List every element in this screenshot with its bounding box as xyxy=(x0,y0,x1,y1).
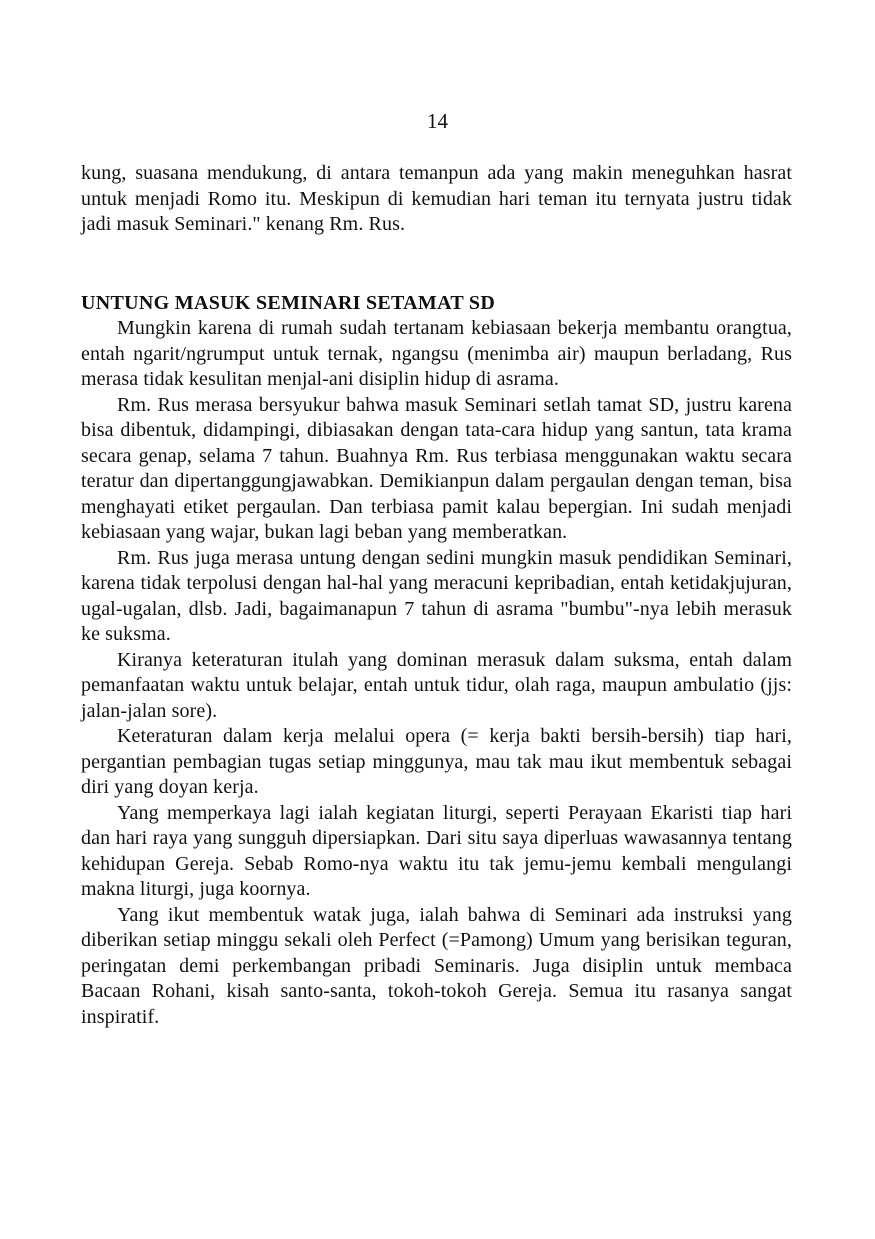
body-paragraph: Yang memperkaya lagi ialah kegiatan liturgi, seperti Perayaan Ekaristi tiap hari dan hari raya yang sungguh dipersiapkan. Dari situ saya diperluas wawasannya tentang kehidupan Gereja. Sebab Romo-nya waktu itu tak jemu-jemu kembali mengulangi makna liturgi, juga koornya. xyxy=(81,801,792,900)
body-paragraph: Keteraturan dalam kerja melalui opera (= kerja bakti bersih-bersih) tiap hari, pergantian pembagian tugas setiap minggunya, mau tak mau ikut membentuk sebagai diri yang doyan kerja. xyxy=(81,725,792,798)
page-number: 14 xyxy=(427,109,448,133)
body-paragraph: Rm. Rus juga merasa untung dengan sedini mungkin masuk pendidikan Seminari, karena tidak terpolusi dengan hal-hal yang meracuni kepribadian, entah ketidakjujuran, ugal-ugalan, dlsb. Jadi, bagaimanapun 7 tahun di asrama "bumbu"-nya lebih merasuk ke suksma. xyxy=(81,546,792,645)
body-paragraph: Mungkin karena di rumah sudah tertanam kebiasaan bekerja membantu orangtua, entah ngarit/ngrumput untuk ternak, ngangsu (menimba air) maupun berladang, Rus merasa tidak kesulitan menjal-ani disiplin hidup di asrama. xyxy=(81,317,792,390)
section-spacer xyxy=(81,238,792,291)
intro-paragraph: kung, suasana mendukung, di antara temanpun ada yang makin meneguhkan hasrat untuk menjadi Romo itu. Meskipun di kemudian hari teman itu ternyata justru tidak jadi masuk Seminari." kenang Rm. Rus. xyxy=(81,162,792,235)
body-paragraph: Yang ikut membentuk watak juga, ialah bahwa di Seminari ada instruksi yang diberikan setiap minggu sekali oleh Perfect (=Pamong) Umum yang berisikan teguran, peringatan demi perkembangan pribadi Seminaris. Juga disiplin untuk membaca Bacaan Rohani, kisah santo-santa, tokoh-tokoh Gereja. Semua itu rasanya sangat inspiratif. xyxy=(81,903,792,1028)
page-body xyxy=(81,161,792,1030)
body-paragraph: Rm. Rus merasa bersyukur bahwa masuk Seminari setlah tamat SD, justru karena bisa dibentuk, didampingi, dibiasakan dengan tata-cara hidup yang santun, tata krama secara genap, selama 7 tahun. Buahnya Rm. Rus terbiasa menggunakan waktu secara teratur dan dipertanggungjawabkan. Demikianpun dalam pergaulan dengan teman, bisa menghayati etiket pergaulan. Dan terbiasa pamit kalau bepergian. Ini sudah menjadi kebiasaan yang wajar, bukan lagi beban yang memberatkan. xyxy=(81,393,792,543)
body-paragraph: Kiranya keteraturan itulah yang dominan merasuk dalam suksma, entah dalam pemanfaatan waktu untuk belajar, entah untuk tidur, olah raga, maupun ambulatio (jjs: jalan-jalan sore). xyxy=(81,648,792,722)
section-heading: UNTUNG MASUK SEMINARI SETAMAT SD xyxy=(81,291,496,314)
